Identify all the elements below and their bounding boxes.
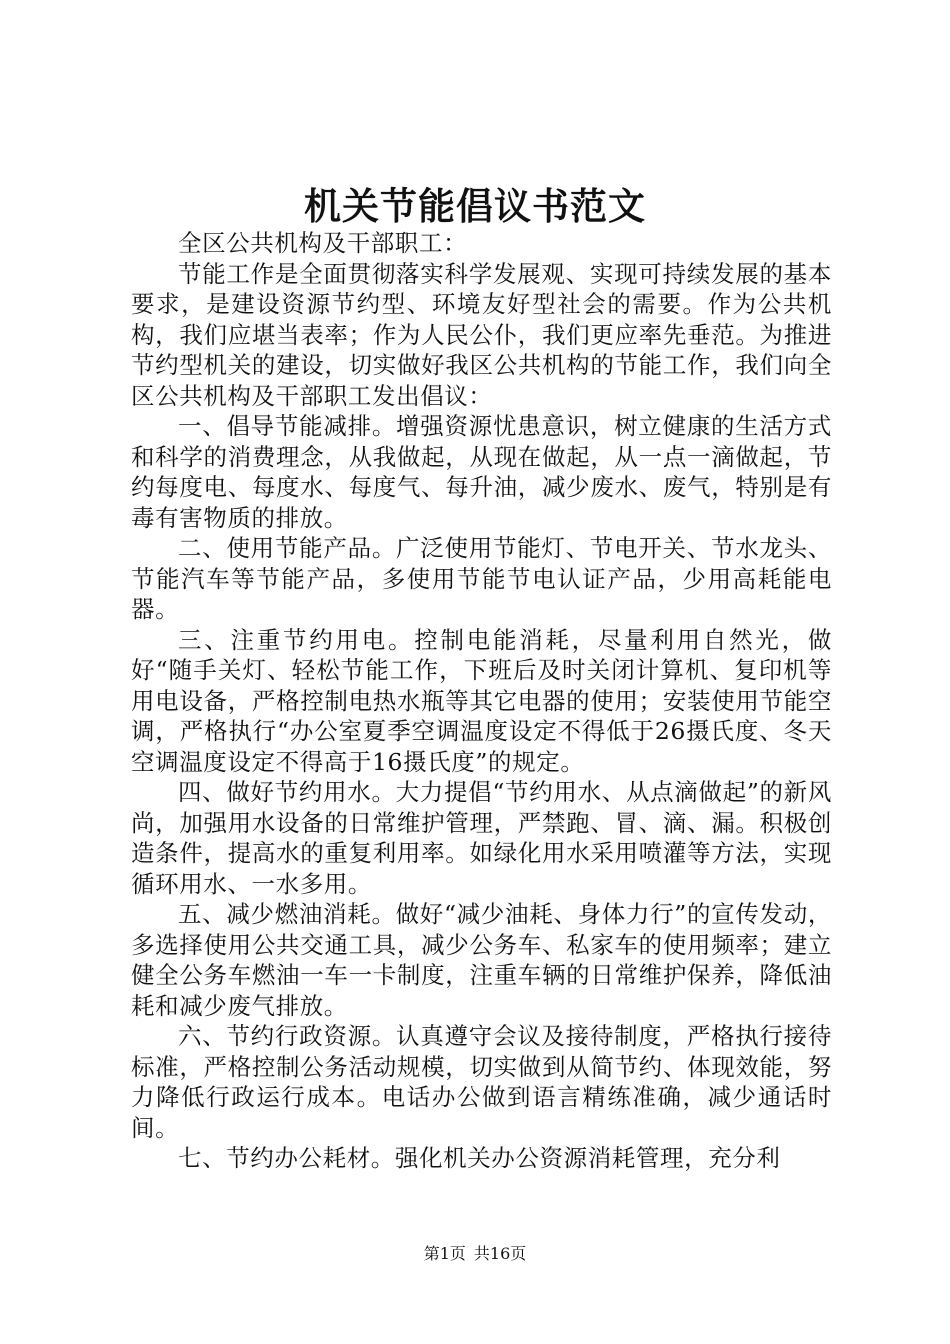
salutation-paragraph: 全区公共机构及干部职工：: [178, 229, 468, 257]
document-body: [131, 228, 832, 1174]
proposal-paragraph-1: 一、倡导节能减排。增强资源忧患意识，树立健康的生活方式和科学的消费理念，从我做起，从现在做起，从一点一滴做起，节约每度电、每度水、每度气、每升油，减少废水、废气，特别是有毒有害物质的排放。: [131, 412, 832, 532]
document-title: 机关节能倡议书范文: [304, 184, 646, 228]
proposal-paragraph-6: 六、节约行政资源。认真遵守会议及接待制度，严格执行接待标准，严格控制公务活动规模，切实做到从简节约、体现效能，努力降低行政运行成本。电话办公做到语言精练准确，减少通话时间。: [131, 1022, 832, 1142]
page-footer: [0, 1243, 950, 1265]
proposal-paragraph-4: 四、做好节约用水。大力提倡“节约用水、从点滴做起”的新风尚，加强用水设备的日常维护管理，严禁跑、冒、滴、漏。积极创造条件，提高水的重复利用率。如绿化用水采用喷灌等方法，实现循环用水、一水多用。: [131, 778, 832, 898]
proposal-paragraph-5: 五、减少燃油消耗。做好“减少油耗、身体力行”的宣传发动，多选择使用公共交通工具，减少公务车、私家车的使用频率；建立健全公务车燃油一车一卡制度，注重车辆的日常维护保养，降低油耗和减少废气排放。: [131, 900, 832, 1020]
page-total: 共16页: [473, 1244, 527, 1263]
proposal-paragraph-7: 七、节约办公耗材。强化机关办公资源消耗管理，充分利: [178, 1144, 781, 1172]
proposal-paragraph-2: 二、使用节能产品。广泛使用节能灯、节电开关、节水龙头、节能汽车等节能产品，多使用节能节电认证产品，少用高耗能电器。: [131, 534, 832, 623]
proposal-paragraph-3: 三、注重节约用电。控制电能消耗，尽量利用自然光，做好“随手关灯、轻松节能工作，下班后及时关闭计算机、复印机等用电设备，严格控制电热水瓶等其它电器的使用；安装使用节能空调，严格执行“办公室夏季空调温度设定不得低于26摄氏度、冬天空调温度设定不得高于16摄氏度”的规定。: [131, 625, 832, 776]
page-number: 第1页: [423, 1244, 466, 1263]
intro-paragraph: 节能工作是全面贯彻落实科学发展观、实现可持续发展的基本要求，是建设资源节约型、环境友好型社会的需要。作为公共机构，我们应堪当表率；作为人民公仆，我们更应率先垂范。为推进节约型机关的建设，切实做好我区公共机构的节能工作，我们向全区公共机构及干部职工发出倡议：: [131, 259, 832, 410]
